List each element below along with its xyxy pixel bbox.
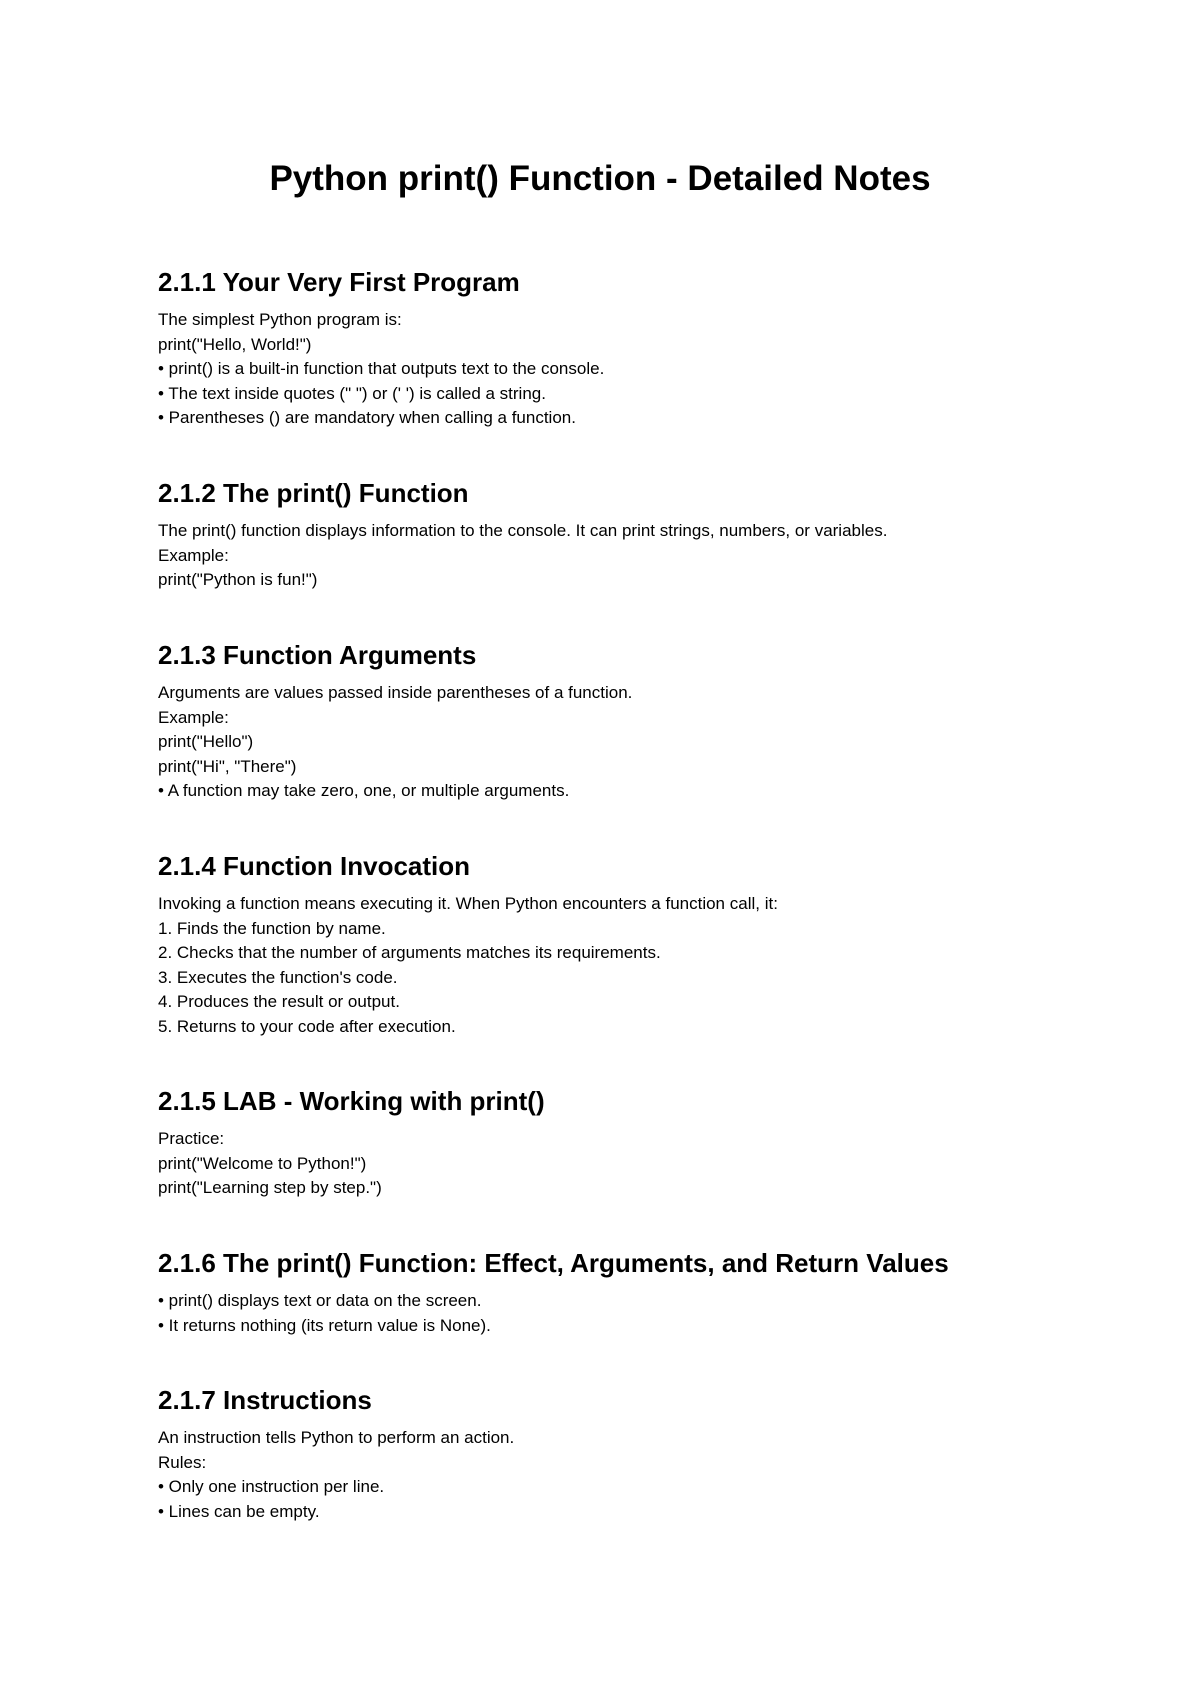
section-print-effect-arguments-return bbox=[158, 1247, 1058, 1338]
bullet-item: • Lines can be empty. bbox=[158, 1501, 320, 1521]
section-body bbox=[158, 1289, 1058, 1338]
bullet-item: • print() displays text or data on the screen. bbox=[158, 1291, 482, 1310]
section-heading: 2.1.2 The print() Function bbox=[158, 478, 469, 508]
section-heading: 2.1.1 Your Very First Program bbox=[158, 267, 520, 297]
code-line: print("Welcome to Python!") bbox=[158, 1153, 367, 1173]
code-line: print("Python is fun!") bbox=[158, 570, 318, 589]
text-line: The simplest Python program is: bbox=[158, 310, 402, 329]
section-body bbox=[158, 308, 1058, 431]
numbered-item: 3. Executes the function's code. bbox=[158, 967, 398, 987]
section-heading: 2.1.7 Instructions bbox=[158, 1385, 372, 1415]
text-line: Rules: bbox=[158, 1452, 207, 1472]
page-title: Python print() Function - Detailed Notes bbox=[269, 159, 931, 198]
code-line: print("Hello") bbox=[158, 732, 254, 751]
text-line: Example: bbox=[158, 707, 229, 727]
code-line: print("Hello, World!") bbox=[158, 334, 312, 354]
section-instructions bbox=[158, 1384, 1058, 1524]
section-the-print-function bbox=[158, 477, 1058, 593]
text-line: Example: bbox=[158, 545, 229, 565]
text-line: Practice: bbox=[158, 1129, 225, 1148]
section-body bbox=[158, 892, 1058, 1039]
bullet-item: • The text inside quotes (" ") or (' ') is called a string. bbox=[158, 383, 546, 403]
section-lab-working-with-print bbox=[158, 1085, 1058, 1201]
text-line: The print() function displays information to the console. It can print strings, numbers, or variables. bbox=[158, 521, 888, 540]
bullet-item: • Parentheses () are mandatory when calling a function. bbox=[158, 408, 576, 427]
code-line: print("Hi", "There") bbox=[158, 756, 297, 776]
section-body bbox=[158, 519, 1058, 593]
section-heading: 2.1.3 Function Arguments bbox=[158, 640, 477, 670]
section-function-invocation bbox=[158, 850, 1058, 1039]
section-heading: 2.1.5 LAB - Working with print() bbox=[158, 1086, 545, 1116]
section-body bbox=[158, 1426, 1058, 1524]
section-body bbox=[158, 1127, 1058, 1201]
code-line: print("Learning step by step.") bbox=[158, 1178, 382, 1197]
text-line: Arguments are values passed inside parentheses of a function. bbox=[158, 683, 633, 702]
bullet-item: • print() is a built-in function that outputs text to the console. bbox=[158, 359, 605, 378]
numbered-item: 2. Checks that the number of arguments matches its requirements. bbox=[158, 943, 661, 962]
bullet-item: • It returns nothing (its return value is None). bbox=[158, 1315, 491, 1335]
numbered-item: 5. Returns to your code after execution. bbox=[158, 1016, 456, 1036]
section-heading: 2.1.6 The print() Function: Effect, Arguments, and Return Values bbox=[158, 1248, 949, 1278]
bullet-item: • A function may take zero, one, or multiple arguments. bbox=[158, 781, 570, 800]
section-body bbox=[158, 681, 1058, 804]
bullet-item: • Only one instruction per line. bbox=[158, 1477, 385, 1496]
section-your-very-first-program bbox=[158, 266, 1058, 431]
section-heading: 2.1.4 Function Invocation bbox=[158, 851, 471, 881]
numbered-item: 4. Produces the result or output. bbox=[158, 992, 400, 1011]
numbered-item: 1. Finds the function by name. bbox=[158, 918, 386, 938]
section-function-arguments bbox=[158, 639, 1058, 804]
text-line: An instruction tells Python to perform an action. bbox=[158, 1428, 515, 1447]
text-line: Invoking a function means executing it. When Python encounters a function call, it: bbox=[158, 894, 778, 913]
